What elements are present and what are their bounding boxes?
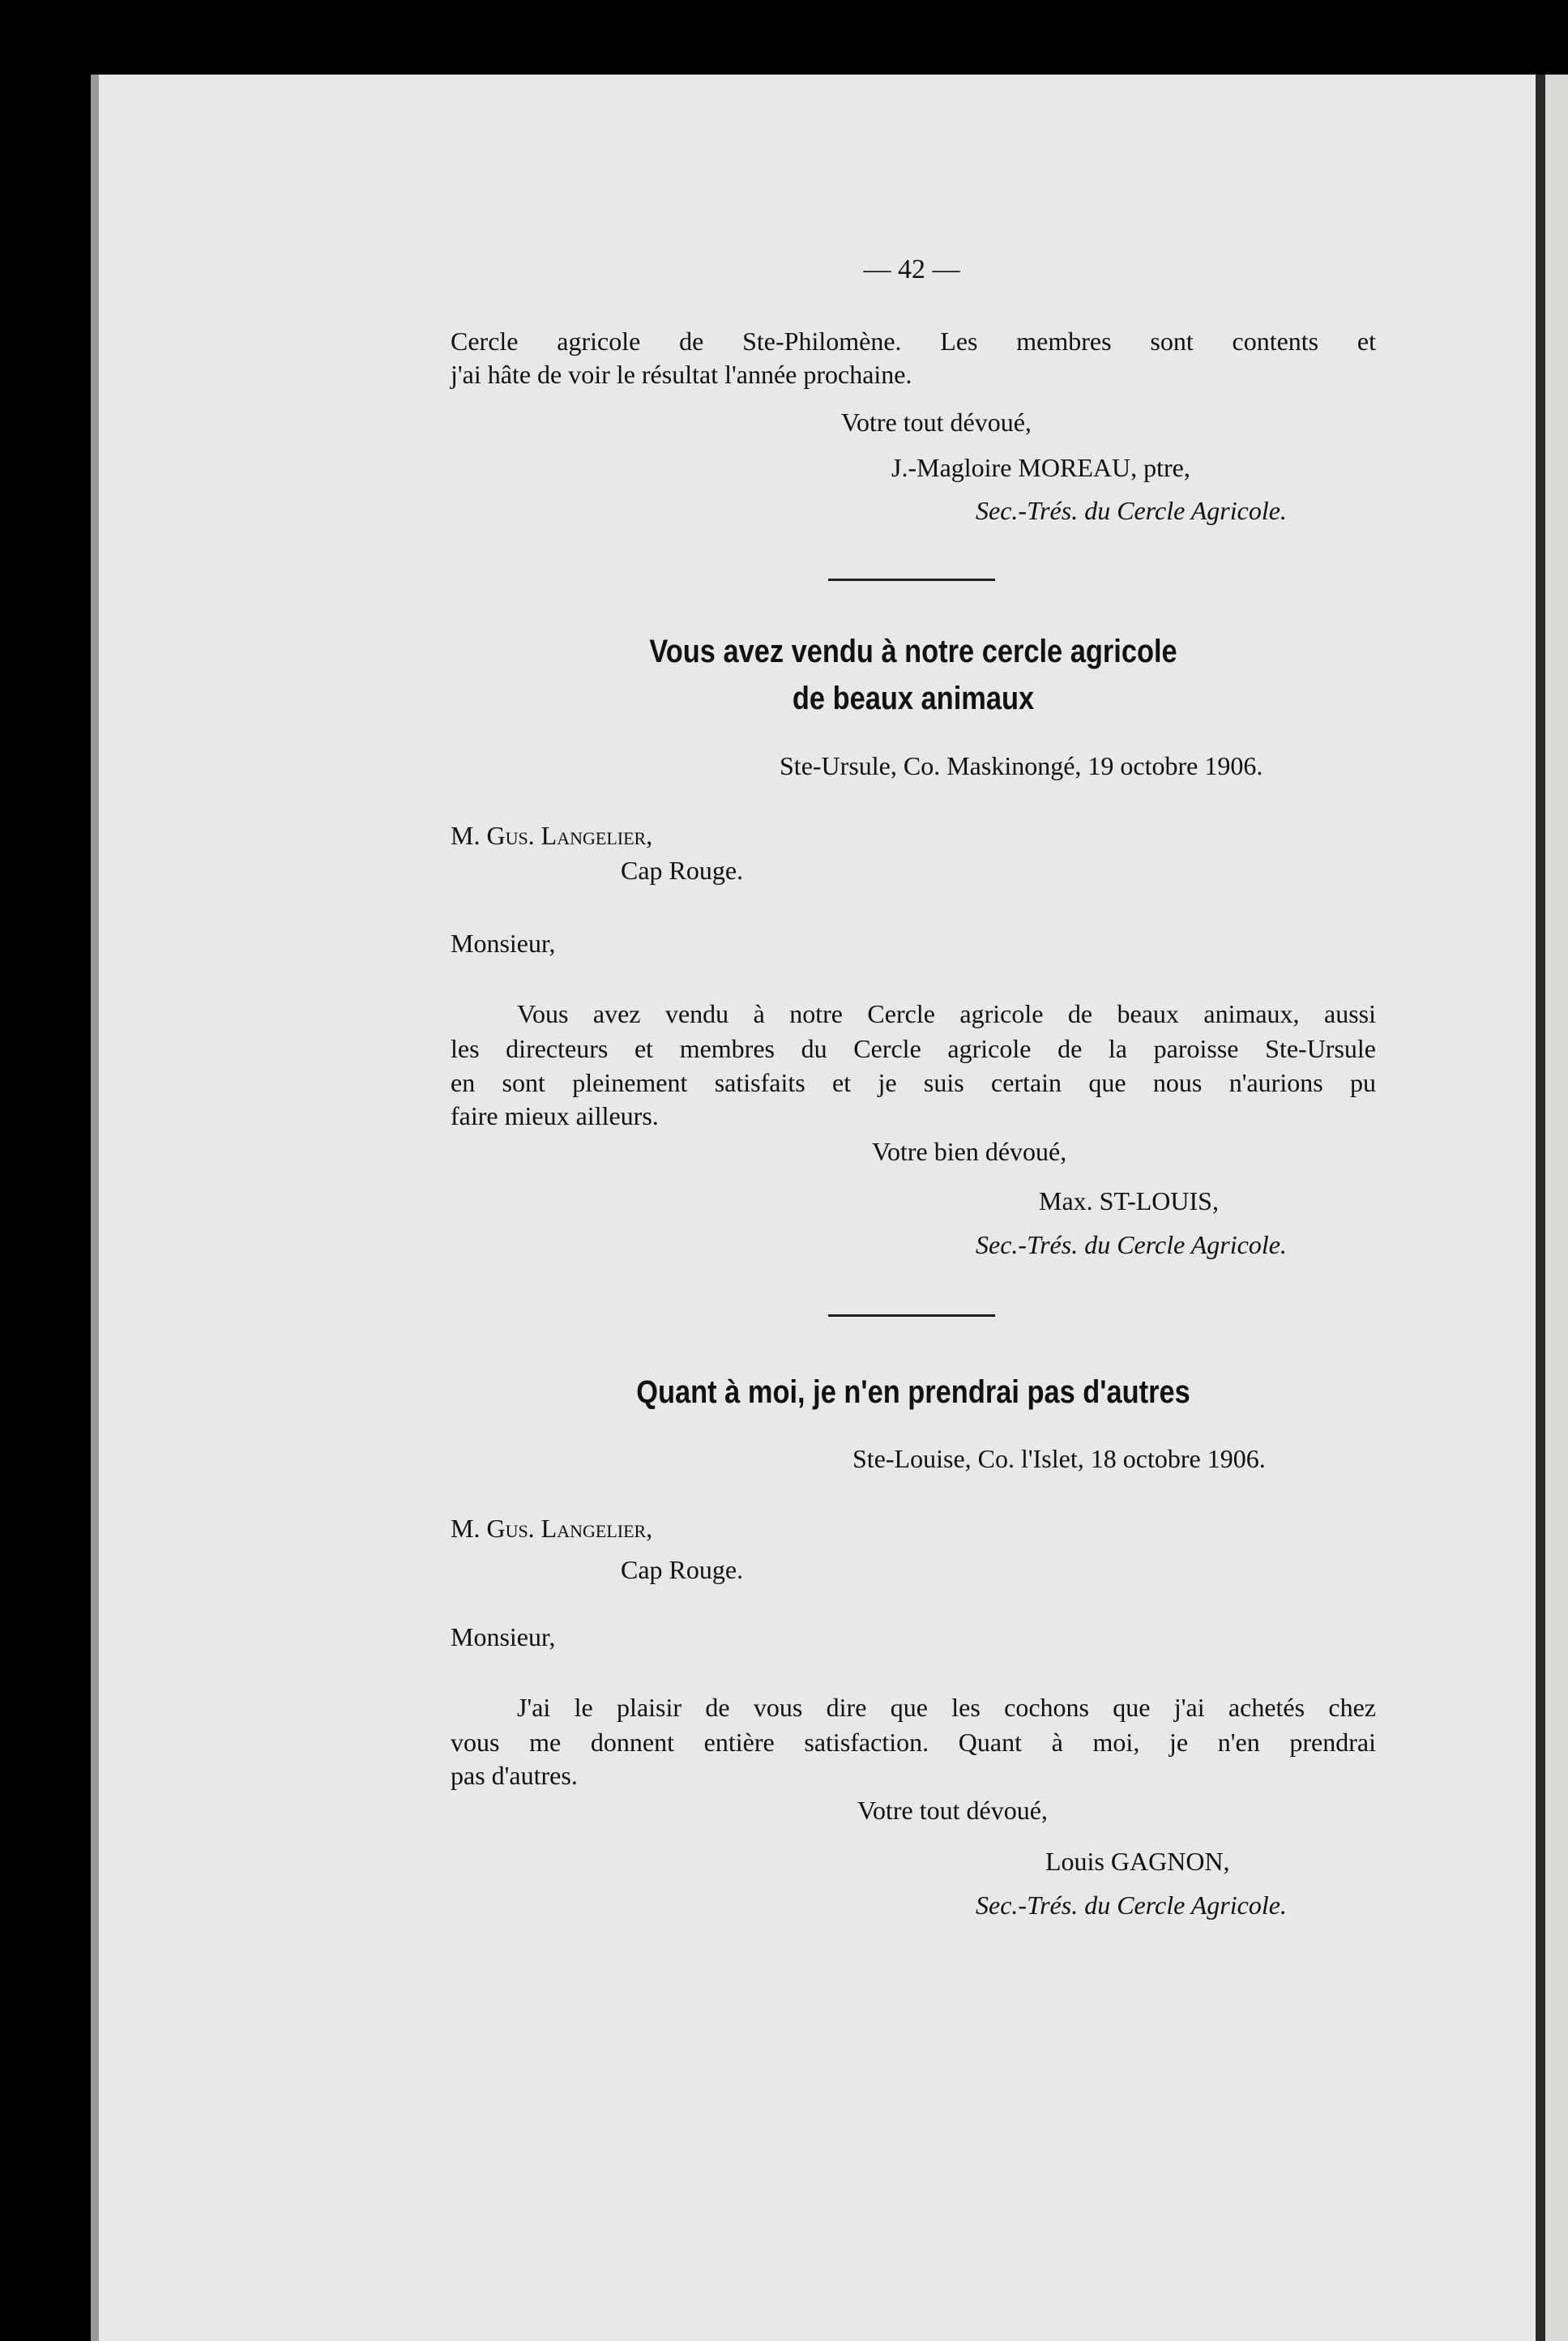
section-heading: de beaux animaux <box>792 681 1035 716</box>
section-divider <box>828 579 995 581</box>
addressee-name: M. Gus. Langelier, <box>451 1514 653 1543</box>
paragraph-line: Cercle agricole de Ste-Philomène. Les membres sont contents et <box>451 327 1376 356</box>
letter-closing: Votre tout dévoué, <box>841 408 1032 437</box>
signature-title: Sec.-Trés. du Cercle Agricole. <box>976 496 1287 525</box>
section-divider <box>828 1314 995 1317</box>
addressee-name: M. Gus. Langelier, <box>451 821 653 850</box>
signature-name: Max. ST-LOUIS, <box>1039 1186 1219 1215</box>
addressee-place: Cap Rouge. <box>621 1555 744 1584</box>
salutation: Monsieur, <box>451 1622 556 1651</box>
paragraph-line: vous me donnent entière satisfaction. Quant à moi, je n'en prendrai <box>451 1728 1376 1757</box>
addressee-place: Cap Rouge. <box>621 856 744 885</box>
page-number: — 42 — <box>863 254 960 284</box>
page-right-edge <box>1536 75 1545 2341</box>
signature-name: Louis GAGNON, <box>1045 1847 1230 1876</box>
signature-title: Sec.-Trés. du Cercle Agricole. <box>976 1890 1287 1920</box>
paragraph-line: Vous avez vendu à notre Cercle agricole de beaux animaux, aussi <box>517 999 1376 1028</box>
paragraph-line: pas d'autres. <box>451 1761 578 1790</box>
section-heading: Quant à moi, je n'en prendrai pas d'autres <box>636 1374 1190 1410</box>
paragraph-line: j'ai hâte de voir le résultat l'année prochaine. <box>451 360 912 389</box>
signature-title: Sec.-Trés. du Cercle Agricole. <box>976 1230 1287 1259</box>
page-binding-shadow <box>91 75 99 2341</box>
next-page-strip <box>1545 75 1568 2341</box>
paragraph-line: J'ai le plaisir de vous dire que les cochons que j'ai achetés chez <box>517 1693 1376 1722</box>
letter-closing: Votre bien dévoué, <box>872 1137 1067 1166</box>
paragraph-line: en sont pleinement satisfaits et je suis certain que nous n'aurions pu <box>451 1068 1376 1097</box>
letter-closing: Votre tout dévoué, <box>857 1796 1048 1825</box>
paragraph-line: les directeurs et membres du Cercle agricole de la paroisse Ste-Ursule <box>451 1034 1376 1063</box>
letter-date: Ste-Ursule, Co. Maskinongé, 19 octobre 1906. <box>780 751 1263 780</box>
paragraph-line: faire mieux ailleurs. <box>451 1101 659 1130</box>
salutation: Monsieur, <box>451 929 556 958</box>
document-page <box>91 75 1536 2341</box>
signature-name: J.-Magloire MOREAU, ptre, <box>891 453 1190 482</box>
section-heading: Vous avez vendu à notre cercle agricole <box>649 634 1177 669</box>
letter-date: Ste-Louise, Co. l'Islet, 18 octobre 1906. <box>852 1444 1266 1473</box>
